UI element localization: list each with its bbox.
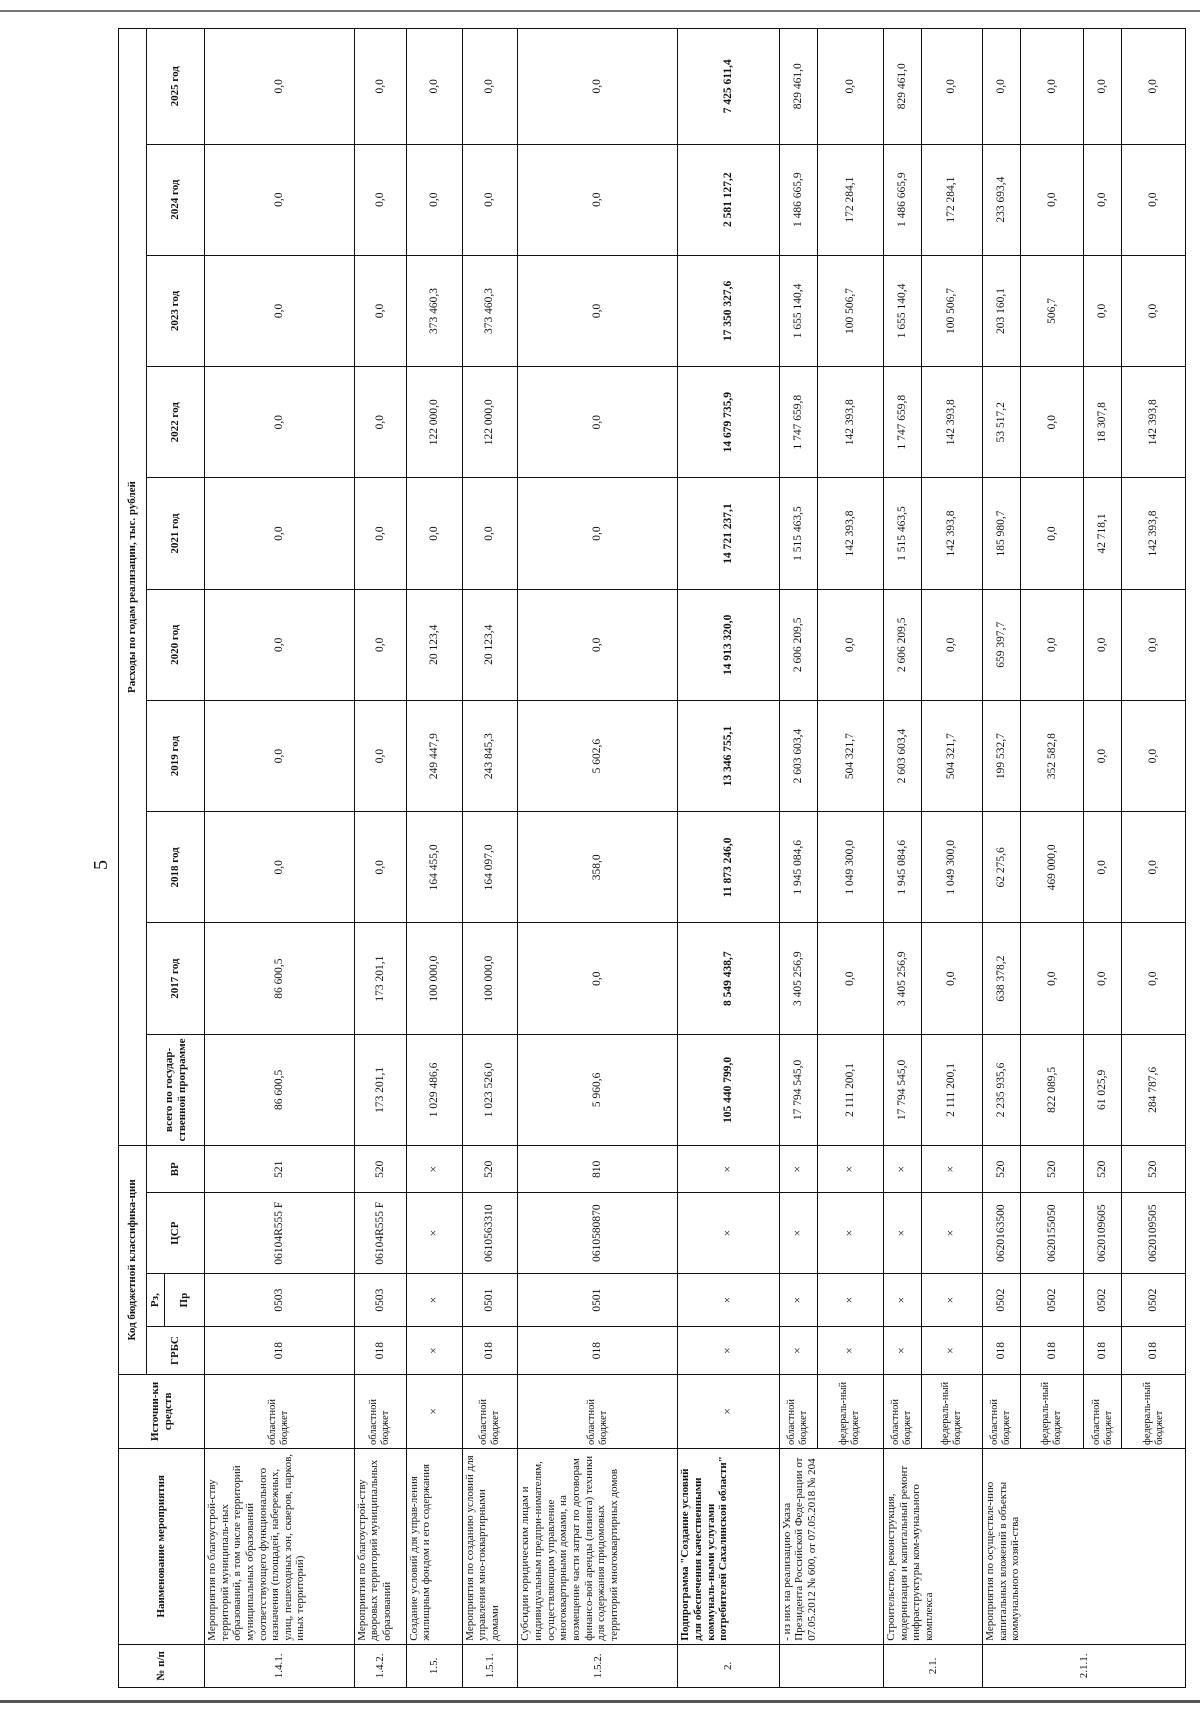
row-year-value: 0,0 bbox=[921, 923, 982, 1034]
row-year-value: 0,0 bbox=[354, 29, 406, 145]
row-year-value: 0,0 bbox=[205, 367, 355, 478]
header-total: всего по государ-ственной программе bbox=[147, 1034, 205, 1145]
row-grbs: 018 bbox=[982, 1327, 1020, 1374]
row-year-value: 0,0 bbox=[205, 255, 355, 366]
row-year-value: 2 603 603,4 bbox=[779, 700, 817, 811]
row-year-value: 0,0 bbox=[205, 29, 355, 145]
row-year-value: 469 000,0 bbox=[1020, 812, 1083, 923]
table-row bbox=[982, 29, 1020, 1688]
row-year-value: 0,0 bbox=[354, 144, 406, 255]
row-rzpr: 0503 bbox=[205, 1273, 355, 1327]
row-number: 1.5.1. bbox=[462, 1644, 518, 1687]
row-year-value: 0,0 bbox=[1122, 812, 1186, 923]
row-total: 822 089,5 bbox=[1020, 1034, 1083, 1145]
row-year-value: 504 321,7 bbox=[817, 700, 883, 811]
row-number: 2.1. bbox=[883, 1644, 982, 1687]
table-row bbox=[678, 29, 780, 1688]
header-csr: ЦСР bbox=[147, 1193, 205, 1273]
header-year: 2018 год bbox=[147, 812, 205, 923]
row-year-value: 0,0 bbox=[817, 29, 883, 145]
row-year-value: 1 655 140,4 bbox=[883, 255, 921, 366]
row-year-value: 0,0 bbox=[1122, 255, 1186, 366]
row-year-value: 13 346 755,1 bbox=[678, 700, 780, 811]
row-year-value: 0,0 bbox=[406, 144, 462, 255]
header-grbs: ГРБС bbox=[147, 1327, 205, 1374]
row-year-value: 0,0 bbox=[1084, 29, 1122, 145]
row-year-value: 100 506,7 bbox=[817, 255, 883, 366]
row-year-value: 0,0 bbox=[205, 700, 355, 811]
row-source: областной бюджет bbox=[779, 1374, 817, 1448]
row-year-value: 1 747 659,8 bbox=[779, 367, 817, 478]
row-year-value: 185 980,7 bbox=[982, 478, 1020, 589]
row-year-value: 172 284,1 bbox=[817, 144, 883, 255]
row-year-value: 142 393,8 bbox=[1122, 367, 1186, 478]
row-year-value: 3 405 256,9 bbox=[779, 923, 817, 1034]
table-row bbox=[883, 29, 921, 1688]
row-year-value: 1 049 300,0 bbox=[921, 812, 982, 923]
row-year-value: 249 447,9 bbox=[406, 700, 462, 811]
row-total: 2 111 200,1 bbox=[817, 1034, 883, 1145]
row-total: 2 235 935,6 bbox=[982, 1034, 1020, 1145]
row-total: 61 025,9 bbox=[1084, 1034, 1122, 1145]
header-rz: Рз, bbox=[147, 1273, 165, 1327]
row-year-value: 358,0 bbox=[518, 812, 678, 923]
row-year-value: 1 515 463,5 bbox=[883, 478, 921, 589]
row-name: Мероприятия по созданию условий для управления мно-гоквартирными домами bbox=[462, 1448, 518, 1644]
row-year-value: 0,0 bbox=[518, 367, 678, 478]
row-total: 173 201,1 bbox=[354, 1034, 406, 1145]
row-grbs: × bbox=[883, 1327, 921, 1374]
row-year-value: 142 393,8 bbox=[1122, 478, 1186, 589]
row-total: 284 787,6 bbox=[1122, 1034, 1186, 1145]
row-source: областной бюджет bbox=[205, 1374, 355, 1448]
row-year-value: 7 425 611,4 bbox=[678, 29, 780, 145]
row-year-value: 233 693,4 bbox=[982, 144, 1020, 255]
row-year-value: 373 460,3 bbox=[406, 255, 462, 366]
row-csr: 0610563310 bbox=[462, 1193, 518, 1273]
row-source: федераль-ный бюджет bbox=[1020, 1374, 1083, 1448]
row-year-value: 142 393,8 bbox=[817, 367, 883, 478]
row-year-value: 172 284,1 bbox=[921, 144, 982, 255]
row-number: 2. bbox=[678, 1644, 780, 1687]
row-year-value: 0,0 bbox=[354, 589, 406, 700]
row-rzpr: × bbox=[406, 1273, 462, 1327]
row-year-value: 0,0 bbox=[982, 29, 1020, 145]
row-vr: 810 bbox=[518, 1146, 678, 1193]
row-number: 1.5.2. bbox=[518, 1644, 678, 1687]
row-number: 1.4.2. bbox=[354, 1644, 406, 1687]
row-year-value: 20 123,4 bbox=[406, 589, 462, 700]
header-year: 2022 год bbox=[147, 367, 205, 478]
row-name: Создание условий для управ-ления жилищным фондом и его содержания bbox=[406, 1448, 462, 1644]
table-row bbox=[779, 29, 817, 1688]
row-grbs: 018 bbox=[518, 1327, 678, 1374]
row-year-value: 0,0 bbox=[518, 255, 678, 366]
row-vr: × bbox=[406, 1146, 462, 1193]
row-grbs: × bbox=[678, 1327, 780, 1374]
row-source: областной бюджет bbox=[883, 1374, 921, 1448]
row-year-value: 0,0 bbox=[1020, 367, 1083, 478]
row-year-value: 0,0 bbox=[205, 589, 355, 700]
row-year-value: 659 397,7 bbox=[982, 589, 1020, 700]
row-year-value: 42 718,1 bbox=[1084, 478, 1122, 589]
row-year-value: 1 486 665,9 bbox=[779, 144, 817, 255]
row-vr: 520 bbox=[1084, 1146, 1122, 1193]
row-year-value: 0,0 bbox=[354, 700, 406, 811]
header-year: 2020 год bbox=[147, 589, 205, 700]
row-grbs: 018 bbox=[462, 1327, 518, 1374]
row-name: Мероприятия по благоустрой-ству дворовых территорий муниципальных образований bbox=[354, 1448, 406, 1644]
row-csr: 0610580870 bbox=[518, 1193, 678, 1273]
row-year-value: 0,0 bbox=[817, 589, 883, 700]
header-budget-code: Код бюджетной классифика-ции bbox=[119, 1146, 147, 1375]
row-year-value: 0,0 bbox=[518, 478, 678, 589]
row-vr: × bbox=[779, 1146, 817, 1193]
row-year-value: 0,0 bbox=[205, 144, 355, 255]
row-name: Строительство, реконструкция, модернизация и капитальный ремонт инфраструктуры ком-мунального комплекса bbox=[883, 1448, 982, 1644]
row-year-value: 0,0 bbox=[1020, 923, 1083, 1034]
row-year-value: 506,7 bbox=[1020, 255, 1083, 366]
row-csr: 06104R555 F bbox=[354, 1193, 406, 1273]
row-year-value: 0,0 bbox=[406, 478, 462, 589]
row-grbs: 018 bbox=[1084, 1327, 1122, 1374]
row-year-value: 3 405 256,9 bbox=[883, 923, 921, 1034]
row-rzpr: × bbox=[883, 1273, 921, 1327]
table-row bbox=[205, 29, 355, 1688]
row-source: областной бюджет bbox=[982, 1374, 1020, 1448]
row-year-value: 0,0 bbox=[1122, 700, 1186, 811]
row-number: 1.5. bbox=[406, 1644, 462, 1687]
row-total: 1 029 486,6 bbox=[406, 1034, 462, 1145]
row-rzpr: 0502 bbox=[1122, 1273, 1186, 1327]
row-year-value: 0,0 bbox=[817, 923, 883, 1034]
row-grbs: 018 bbox=[1020, 1327, 1083, 1374]
header-vr: ВР bbox=[147, 1146, 205, 1193]
row-year-value: 0,0 bbox=[921, 29, 982, 145]
row-total: 1 023 526,0 bbox=[462, 1034, 518, 1145]
row-total: 2 111 200,1 bbox=[921, 1034, 982, 1145]
row-year-value: 100 506,7 bbox=[921, 255, 982, 366]
table-row bbox=[921, 29, 982, 1688]
row-year-value: 1 945 084,6 bbox=[883, 812, 921, 923]
row-year-value: 1 486 665,9 bbox=[883, 144, 921, 255]
row-year-value: 142 393,8 bbox=[817, 478, 883, 589]
header-expenses: Расходы по годам реализации, тыс. рублей bbox=[119, 29, 147, 1146]
row-rzpr: 0502 bbox=[1084, 1273, 1122, 1327]
row-year-value: 0,0 bbox=[1084, 144, 1122, 255]
row-grbs: × bbox=[779, 1327, 817, 1374]
row-year-value: 11 873 246,0 bbox=[678, 812, 780, 923]
header-year: 2017 год bbox=[147, 923, 205, 1034]
row-year-value: 0,0 bbox=[462, 478, 518, 589]
row-year-value: 352 582,8 bbox=[1020, 700, 1083, 811]
table-row bbox=[817, 29, 883, 1688]
row-total: 17 794 545,0 bbox=[883, 1034, 921, 1145]
table-row bbox=[1020, 29, 1083, 1688]
row-rzpr: 0502 bbox=[1020, 1273, 1083, 1327]
header-source: Источни-ки средств bbox=[119, 1374, 205, 1448]
table-row bbox=[1084, 29, 1122, 1688]
row-year-value: 1 945 084,6 bbox=[779, 812, 817, 923]
row-year-value: 0,0 bbox=[1122, 923, 1186, 1034]
row-number: 2.1.1. bbox=[982, 1644, 1185, 1687]
row-source: × bbox=[406, 1374, 462, 1448]
row-csr: × bbox=[921, 1193, 982, 1273]
row-csr: 0620155050 bbox=[1020, 1193, 1083, 1273]
row-grbs: × bbox=[921, 1327, 982, 1374]
row-year-value: 0,0 bbox=[354, 367, 406, 478]
row-vr: 520 bbox=[1020, 1146, 1083, 1193]
row-vr: 520 bbox=[1122, 1146, 1186, 1193]
row-rzpr: × bbox=[817, 1273, 883, 1327]
row-year-value: 164 097,0 bbox=[462, 812, 518, 923]
row-csr: × bbox=[883, 1193, 921, 1273]
row-year-value: 2 606 209,5 bbox=[779, 589, 817, 700]
row-vr: × bbox=[921, 1146, 982, 1193]
row-source: областной бюджет bbox=[1084, 1374, 1122, 1448]
row-vr: 520 bbox=[982, 1146, 1020, 1193]
row-year-value: 373 460,3 bbox=[462, 255, 518, 366]
row-year-value: 504 321,7 bbox=[921, 700, 982, 811]
row-year-value: 18 307,8 bbox=[1084, 367, 1122, 478]
row-year-value: 0,0 bbox=[518, 29, 678, 145]
row-number: 1.4.1. bbox=[205, 1644, 355, 1687]
header-year: 2023 год bbox=[147, 255, 205, 366]
header-year: 2021 год bbox=[147, 478, 205, 589]
row-rzpr: 0501 bbox=[462, 1273, 518, 1327]
row-year-value: 0,0 bbox=[354, 478, 406, 589]
table-row bbox=[1122, 29, 1186, 1688]
row-year-value: 243 845,3 bbox=[462, 700, 518, 811]
row-year-value: 0,0 bbox=[518, 923, 678, 1034]
row-grbs: × bbox=[406, 1327, 462, 1374]
row-year-value: 0,0 bbox=[205, 478, 355, 589]
row-year-value: 20 123,4 bbox=[462, 589, 518, 700]
row-year-value: 0,0 bbox=[921, 589, 982, 700]
row-grbs: 018 bbox=[1122, 1327, 1186, 1374]
row-source: × bbox=[678, 1374, 780, 1448]
row-year-value: 122 000,0 bbox=[406, 367, 462, 478]
row-vr: × bbox=[678, 1146, 780, 1193]
row-year-value: 0,0 bbox=[1020, 478, 1083, 589]
row-year-value: 0,0 bbox=[1084, 923, 1122, 1034]
row-rzpr: 0501 bbox=[518, 1273, 678, 1327]
row-year-value: 0,0 bbox=[1084, 589, 1122, 700]
row-csr: × bbox=[817, 1193, 883, 1273]
row-year-value: 829 461,0 bbox=[883, 29, 921, 145]
table-row bbox=[354, 29, 406, 1688]
row-csr: × bbox=[406, 1193, 462, 1273]
row-rzpr: 0502 bbox=[982, 1273, 1020, 1327]
header-name: Наименование мероприятия bbox=[119, 1448, 205, 1644]
row-name: Мероприятия по благоустрой-ству территорий муниципаль-ных образований, в том числе территорий муниципальных образований соответствующего функционального назначения (площадей, набережных, улиц, пешеходных зон, скверов, парков, иных территорий) bbox=[205, 1448, 355, 1644]
row-year-value: 17 350 327,6 bbox=[678, 255, 780, 366]
rotated-table-container bbox=[118, 28, 1186, 1688]
row-year-value: 100 000,0 bbox=[406, 923, 462, 1034]
table-row bbox=[518, 29, 678, 1688]
row-vr: 521 bbox=[205, 1146, 355, 1193]
row-year-value: 0,0 bbox=[1122, 29, 1186, 145]
row-year-value: 142 393,8 bbox=[921, 478, 982, 589]
row-year-value: 142 393,8 bbox=[921, 367, 982, 478]
row-year-value: 0,0 bbox=[354, 255, 406, 366]
row-year-value: 173 201,1 bbox=[354, 923, 406, 1034]
header-year: 2024 год bbox=[147, 144, 205, 255]
row-year-value: 1 515 463,5 bbox=[779, 478, 817, 589]
row-year-value: 164 455,0 bbox=[406, 812, 462, 923]
row-year-value: 0,0 bbox=[1122, 589, 1186, 700]
row-rzpr: × bbox=[921, 1273, 982, 1327]
row-year-value: 2 606 209,5 bbox=[883, 589, 921, 700]
row-grbs: 018 bbox=[205, 1327, 355, 1374]
row-year-value: 203 160,1 bbox=[982, 255, 1020, 366]
table-row bbox=[406, 29, 462, 1688]
row-year-value: 638 378,2 bbox=[982, 923, 1020, 1034]
row-year-value: 0,0 bbox=[1020, 589, 1083, 700]
row-name: Мероприятия по осуществле-нию капитальных вложений в объекты коммунального хозяй-ства bbox=[982, 1448, 1185, 1644]
row-total: 86 600,5 bbox=[205, 1034, 355, 1145]
row-csr: × bbox=[779, 1193, 817, 1273]
row-source: федераль-ный бюджет bbox=[817, 1374, 883, 1448]
row-year-value: 0,0 bbox=[1084, 812, 1122, 923]
row-year-value: 1 747 659,8 bbox=[883, 367, 921, 478]
row-year-value: 53 517,2 bbox=[982, 367, 1020, 478]
row-year-value: 199 532,7 bbox=[982, 700, 1020, 811]
header-year: 2025 год bbox=[147, 29, 205, 145]
row-csr: 06104R555 F bbox=[205, 1193, 355, 1273]
header-no: № п/п bbox=[119, 1644, 205, 1687]
row-vr: 520 bbox=[462, 1146, 518, 1193]
row-source: федераль-ный бюджет bbox=[921, 1374, 982, 1448]
row-name: - из них на реализацию Указа Президента Российской Феде-рации от 07.05.2012 № 600, от 07.05.2018 № 204 bbox=[779, 1448, 883, 1644]
row-vr: × bbox=[883, 1146, 921, 1193]
row-year-value: 1 049 300,0 bbox=[817, 812, 883, 923]
row-year-value: 14 913 320,0 bbox=[678, 589, 780, 700]
row-vr: 520 bbox=[354, 1146, 406, 1193]
row-year-value: 0,0 bbox=[1084, 700, 1122, 811]
row-vr: × bbox=[817, 1146, 883, 1193]
row-csr: 0620109605 bbox=[1084, 1193, 1122, 1273]
row-total: 105 440 799,0 bbox=[678, 1034, 780, 1145]
row-number bbox=[779, 1644, 883, 1687]
row-year-value: 86 600,5 bbox=[205, 923, 355, 1034]
row-source: областной бюджет bbox=[462, 1374, 518, 1448]
row-grbs: 018 bbox=[354, 1327, 406, 1374]
row-year-value: 829 461,0 bbox=[779, 29, 817, 145]
row-year-value: 0,0 bbox=[518, 144, 678, 255]
budget-table bbox=[118, 28, 1186, 1688]
row-csr: × bbox=[678, 1193, 780, 1273]
row-csr: 0620163500 bbox=[982, 1193, 1020, 1273]
row-year-value: 8 549 438,7 bbox=[678, 923, 780, 1034]
row-year-value: 2 603 603,4 bbox=[883, 700, 921, 811]
row-year-value: 1 655 140,4 bbox=[779, 255, 817, 366]
row-year-value: 0,0 bbox=[462, 144, 518, 255]
table-row bbox=[462, 29, 518, 1688]
row-year-value: 0,0 bbox=[205, 812, 355, 923]
row-grbs: × bbox=[817, 1327, 883, 1374]
row-source: федераль-ный бюджет bbox=[1122, 1374, 1186, 1448]
row-name: Подпрограмма "Создание условий для обеспечения качественными коммуналь-ными услугами потребителей Сахалинской области" bbox=[678, 1448, 780, 1644]
row-name: Субсидии юридическим лицам и индивидуальным предпри-нимателям, осуществляющим управление многоквартирными домами, на возмещение части затрат по договорам финансо-вой аренды (лизинга) техники для содержания придомовых территорий многоквартирных домов bbox=[518, 1448, 678, 1644]
row-year-value: 0,0 bbox=[518, 589, 678, 700]
row-year-value: 14 721 237,1 bbox=[678, 478, 780, 589]
bottom-edge-line bbox=[0, 1700, 1200, 1703]
page-number: 5 bbox=[90, 860, 112, 870]
row-year-value: 0,0 bbox=[1020, 29, 1083, 145]
row-total: 5 960,6 bbox=[518, 1034, 678, 1145]
row-year-value: 0,0 bbox=[462, 29, 518, 145]
row-year-value: 2 581 127,2 bbox=[678, 144, 780, 255]
header-pr: Пр bbox=[165, 1273, 205, 1327]
row-year-value: 62 275,6 bbox=[982, 812, 1020, 923]
row-year-value: 0,0 bbox=[1122, 144, 1186, 255]
row-rzpr: × bbox=[678, 1273, 780, 1327]
row-year-value: 0,0 bbox=[1084, 255, 1122, 366]
row-year-value: 14 679 735,9 bbox=[678, 367, 780, 478]
row-total: 17 794 545,0 bbox=[779, 1034, 817, 1145]
header-year: 2019 год bbox=[147, 700, 205, 811]
row-year-value: 0,0 bbox=[406, 29, 462, 145]
top-edge-line bbox=[0, 10, 1200, 12]
row-csr: 0620109505 bbox=[1122, 1193, 1186, 1273]
row-source: областной бюджет bbox=[354, 1374, 406, 1448]
row-year-value: 5 602,6 bbox=[518, 700, 678, 811]
row-year-value: 0,0 bbox=[354, 812, 406, 923]
row-rzpr: 0503 bbox=[354, 1273, 406, 1327]
row-source: областной бюджет bbox=[518, 1374, 678, 1448]
row-year-value: 122 000,0 bbox=[462, 367, 518, 478]
row-rzpr: × bbox=[779, 1273, 817, 1327]
row-year-value: 0,0 bbox=[1020, 144, 1083, 255]
row-year-value: 100 000,0 bbox=[462, 923, 518, 1034]
